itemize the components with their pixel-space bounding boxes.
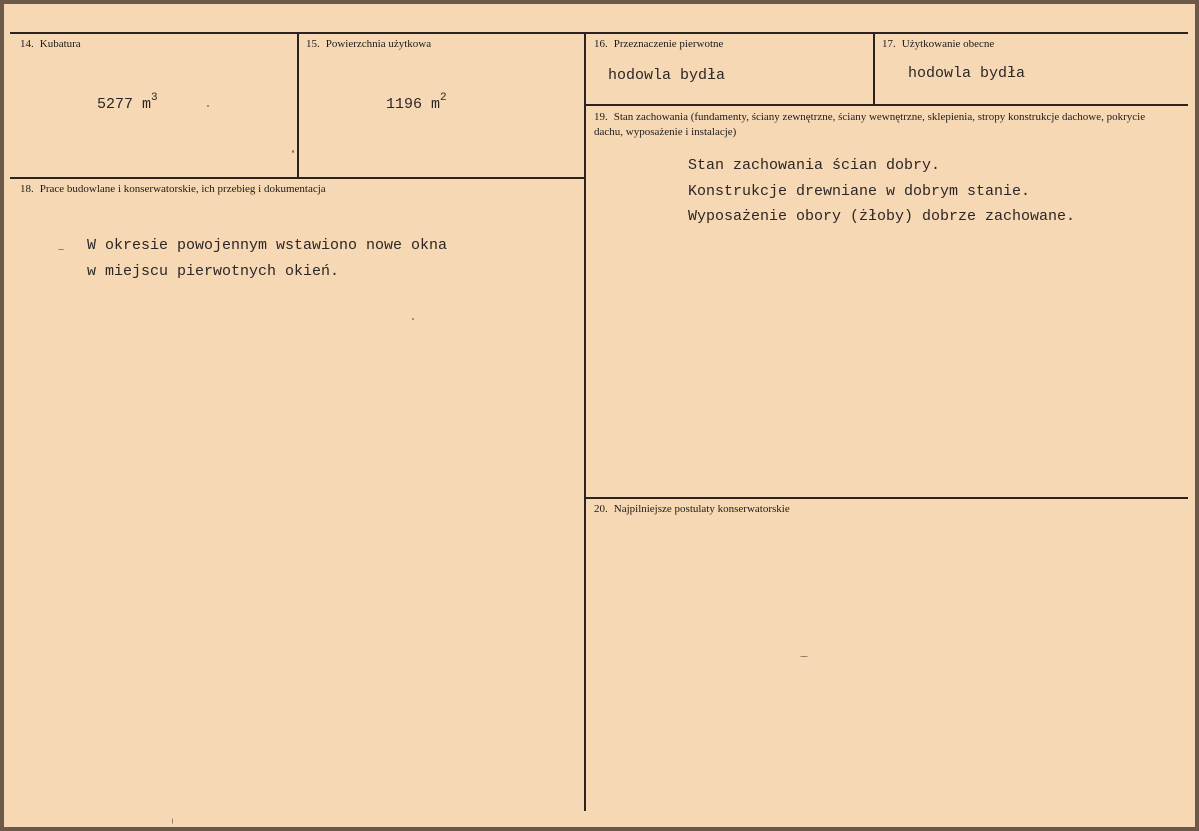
rule-19-top	[586, 104, 1188, 106]
field-18-line-2: w miejscu pierwotnych okień.	[87, 263, 340, 280]
field-19-label	[594, 110, 1164, 140]
area-value: 1196	[386, 96, 423, 113]
divider-14-15	[297, 33, 299, 178]
field-15-title: Powierzchnia użytkowa	[325, 38, 432, 50]
field-18-line-1: W okresie powojennym wstawiono nowe okna	[87, 237, 448, 254]
field-19-line-1: Stan zachowania ścian dobry.	[688, 157, 941, 174]
field-14-label	[20, 37, 81, 52]
rule-20-top	[586, 497, 1188, 499]
field-15-label	[306, 37, 431, 52]
paper-speck	[412, 318, 414, 320]
field-20-number: 20.	[594, 503, 608, 515]
paper-speck	[58, 249, 64, 250]
field-18-label	[20, 182, 326, 197]
field-18-title: Prace budowlane i konserwatorskie, ich przebieg i dokumentacja	[39, 183, 326, 195]
paper-speck	[172, 818, 173, 824]
field-14-title: Kubatura	[39, 38, 81, 50]
kubatura-value: 5277	[97, 96, 134, 113]
inventory-card	[4, 4, 1195, 827]
field-17-title: Użytkowanie obecne	[901, 38, 995, 50]
field-17-number: 17.	[882, 38, 896, 50]
field-16-label	[594, 37, 723, 52]
paper-speck	[800, 656, 808, 657]
paper-speck	[207, 105, 209, 107]
field-20-label	[594, 502, 790, 517]
field-20-title: Najpilniejsze postulaty konserwatorskie	[613, 503, 790, 515]
kubatura-unit: m	[142, 96, 152, 113]
divider-main	[584, 33, 586, 811]
paper-speck	[292, 150, 294, 153]
field-15-value	[386, 85, 447, 118]
field-18-number: 18.	[20, 183, 34, 195]
field-16-title: Przeznaczenie pierwotne	[613, 38, 724, 50]
field-14-number: 14.	[20, 38, 34, 50]
field-19-title: Stan zachowania (fundamenty, ściany zewnętrzne, ściany wewnętrzne, sklepienia, stropy konstrukcje dachowe, pokrycie dachu, wyposażenie i instalacje)	[594, 111, 1146, 138]
field-17-value: hodowla bydła	[908, 65, 1026, 82]
field-19-line-2: Konstrukcje drewniane w dobrym stanie.	[688, 183, 1031, 200]
field-19-number: 19.	[594, 111, 608, 123]
field-14-value	[97, 85, 158, 118]
field-15-number: 15.	[306, 38, 320, 50]
area-exponent: 2	[440, 92, 447, 104]
area-unit: m	[431, 96, 441, 113]
field-16-value: hodowla bydła	[608, 67, 726, 84]
field-19-line-3: Wyposażenie obory (żłoby) dobrze zachowane.	[688, 208, 1076, 225]
kubatura-exponent: 3	[151, 92, 158, 104]
field-17-label	[882, 37, 994, 52]
field-16-number: 16.	[594, 38, 608, 50]
top-rule	[10, 32, 1188, 34]
divider-16-17	[873, 33, 875, 105]
